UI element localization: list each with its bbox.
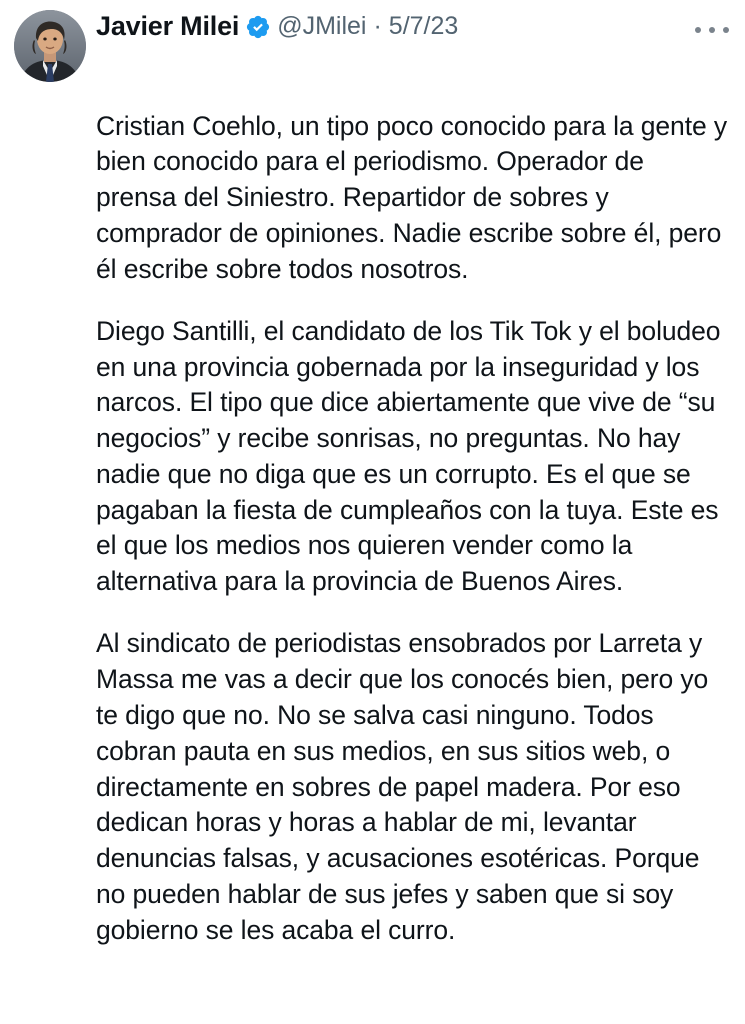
tweet-body bbox=[14, 109, 731, 949]
author-line bbox=[96, 12, 731, 42]
tweet-paragraph-2: Diego Santilli, el candidato de los Tik Tok y el boludeo en una provincia gobernada por la inseguridad y los narcos. El tipo que dice abiertamente que vive de “su negocios” y recibe sonrisas, no preguntas. No hay nadie que no diga que es un corrupto. Es el que se pagaban la fiesta de cumpleaños con la tuya. Este es el que los medios nos quieren vender como la alternativa para la provincia de Buenos Aires. bbox=[96, 315, 721, 597]
author-display-name[interactable]: Javier Milei bbox=[96, 11, 240, 41]
tweet-date[interactable]: 5/7/23 bbox=[388, 12, 459, 41]
ellipsis-icon-dot bbox=[695, 27, 701, 33]
verified-badge-icon bbox=[245, 14, 271, 40]
separator: · bbox=[373, 12, 382, 41]
user-photo-avatar-icon bbox=[14, 10, 86, 82]
ellipsis-icon-dot bbox=[723, 27, 729, 33]
avatar[interactable] bbox=[14, 10, 86, 82]
ellipsis-icon-dot bbox=[709, 27, 715, 33]
tweet-paragraph-3: Al sindicato de periodistas ensobrados por Larreta y Massa me vas a decir que los conocés bien, pero yo te digo que no. No se salva casi ninguno. Todos cobran pauta en sus medios, en sus sitios web, o directamente en sobres de papel madera. Por eso dedican horas y horas a hablar de mi, levantar denuncias falsas, y acusaciones esotéricas. Porque no pueden hablar de sus jefes y saben que si soy gobierno se les acaba el curro. bbox=[96, 628, 709, 945]
tweet-paragraph-1: Cristian Coehlo, un tipo poco conocido para la gente y bien conocido para el periodismo. Operador de prensa del Siniestro. Repartidor de sobres y comprador de opiniones. Nadie escribe sobre él, pero él escribe sobre todos nosotros. bbox=[96, 110, 728, 284]
author-and-text bbox=[96, 10, 731, 42]
tweet-header bbox=[14, 10, 731, 82]
more-options-button[interactable] bbox=[695, 18, 729, 42]
author-handle[interactable]: @JMilei bbox=[277, 12, 367, 41]
